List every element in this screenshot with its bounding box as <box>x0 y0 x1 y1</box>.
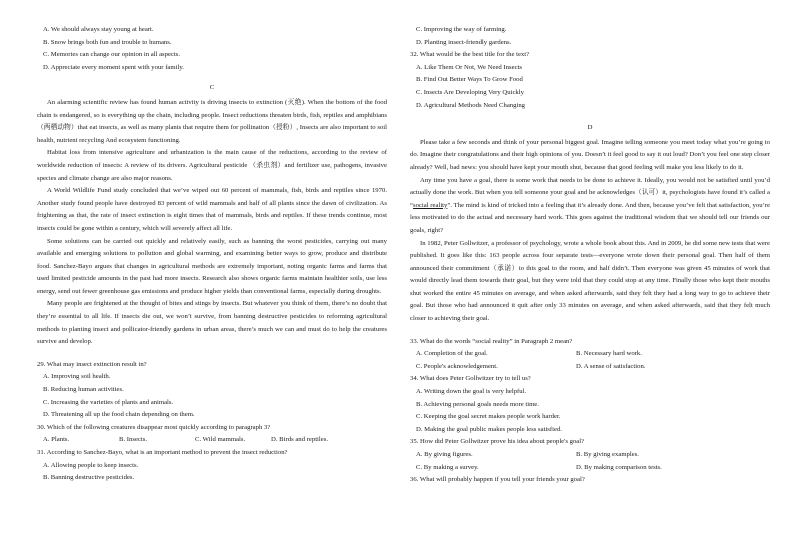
question-31-option-a: A. Allowing people to keep insects. <box>43 461 139 469</box>
question-35-stem: 35. How did Peter Gollwitzer prove his idea about people's goal? <box>410 438 585 446</box>
question-33-option-c: C. People's acknowledgement. <box>416 362 498 370</box>
prev-option-d: D. Appreciate every moment spent with your family. <box>43 63 184 71</box>
question-33-option-d: D. A sense of satisfaction. <box>576 362 646 370</box>
question-29-option-d: D. Threatening all up the food chain depending on them. <box>43 411 195 419</box>
right-column <box>410 24 770 487</box>
question-30-option-a: A. Plants. <box>43 436 70 444</box>
question-32-option-a: A. Like Them Or Not, We Need Insects <box>416 63 522 71</box>
question-36-stem: 36. What will probably happen if you tell your friends your goal? <box>410 476 585 484</box>
passage-c-paragraph-1: An alarming scientific review has found human activity is driving insects to extinction (灭绝). When the bottom of the food chain is endangered, so is everything up the chain, including people. Insect reductions threaten birds, fish, reptiles and amphibians（两栖动物）that eat insects, as well as many plants that require them for pollination（授粉）, Insects are also important to soil health, nutrient recycling And ecosystem functioning. <box>37 98 387 144</box>
social-reality-term: social reality <box>412 201 448 209</box>
passage-d-paragraph-2-start: Any time you have a goal, there is some work that needs to be done to achieve it. Ideally, you would not be satisfied until you’d actually done the work. But when you tell someone your goal and he acknowledges（认可）it, psychologists have found it’s called a “ <box>410 176 770 209</box>
question-33-option-a: A. Completion of the goal. <box>416 350 488 358</box>
question-32-stem: 32. What would be the best title for the text? <box>410 51 530 59</box>
question-29-option-b: B. Reducing human activities. <box>43 386 124 394</box>
question-33-options-ab <box>410 348 770 361</box>
passage-c-paragraph-4: Some solutions can be carried out quickly and relatively easily, such as banning the worst pesticides, carrying out many available and emerging solutions to pollution and global warming, and examining better ways to grow, produce and distribute food. Sanchez-Bayo argues that changes in agricultural methods are extremely important, noting organic farms and farms that used limited pesticide amounts in the past had more insects. Research also shows organic farms maintain healthier soils, use less energy, send out fewer greenhouse gas emissions and produce higher yields than conventional farms, especially during droughts. <box>37 237 387 295</box>
question-34-option-c: C. Keeping the goal secret makes people work harder. <box>416 413 561 421</box>
passage-c-paragraph-2: Habitat loss from intensive agriculture and urbanization is the main cause of the reductions, according to the review of worldwide reduction of insects: A review of its drivers. Agricultural pesticide （杀虫剂）and fertilizer use, pathogens, invasive species and climate change are also major reasons. <box>37 149 387 182</box>
question-33-options-cd <box>410 361 770 374</box>
section-c-title: C <box>209 84 215 92</box>
question-30-stem: 30. Which of the following creatures disappear most quickly according to paragraph 3? <box>37 423 271 431</box>
question-29-option-a: A. Improving soil health. <box>43 373 111 381</box>
passage-c-paragraph-5: Many people are frightened at the thought of bites and stings by insects. But whatever you think of them, there’s no doubt that they’re essential to all life. If insects die out, we won’t survive, from banning destructive pesticides to reforming agricultural methods to planting insect and pollicator-friendly gardens in urban areas, there’s much we can and must do to help the creatures survive and develop. <box>37 300 387 346</box>
left-column <box>37 24 387 485</box>
question-35-option-a: A. By giving figures. <box>416 451 473 458</box>
passage-d-paragraph-2-end: ”. The mind is kind of tricked into a feeling that it’s already done. And then, because you’ve felt that satisfaction, you’re less motivated to do the actual and necessary hard work. This goes against the traditional wisdom that we should tell our friends our goals, right? <box>410 201 770 234</box>
question-31-option-d: D. Planting insect-friendly gardens. <box>416 38 512 46</box>
question-30-option-b: B. Insects. <box>119 436 148 444</box>
question-30-options <box>37 434 387 447</box>
passage-d-paragraph-2 <box>410 175 770 238</box>
question-30-option-d: D. Birds and reptiles. <box>271 436 329 444</box>
question-33-option-b: B. Necessary hard work. <box>576 350 642 358</box>
question-32-option-d: D. Agricultural Methods Need Changing <box>416 101 526 109</box>
question-34-option-d: D. Making the goal public makes people less satisfied. <box>416 425 562 433</box>
section-d-title: D <box>587 124 593 132</box>
prev-option-a: A. We should always stay young at heart. <box>43 26 154 33</box>
question-29-stem: 29. What may insect extinction result in? <box>37 360 147 368</box>
passage-c-paragraph-3: A World Wildlife Fund study concluded that we’ve wiped out 60 percent of mammals, fish, birds and reptiles since 1970. Another study found people have destroyed 83 percent of wild mammals and half of all plants since the dawn of civilization. As frightening as that, the rate of insect extinction is eight times that of mammals, birds and reptiles. If these trends continue, most insects could be gone within a century, which will severely affect all life. <box>37 187 387 232</box>
question-33-stem: 33. What do the words “social reality” in Paragraph 2 mean? <box>410 337 573 345</box>
question-34-option-b: B. Achieving personal goals needs more time. <box>416 400 539 408</box>
passage-d-paragraph-1: Please take a few seconds and think of your personal biggest goal. Imagine telling someone you meet today what you’re going to do. Imagine their congratulations and their high opinions of you. Doesn’t it feel good to say it out loud? Don’t you feel one step closer already? Well, bad news: you should have kept your mouth shut, because that good feeling will make you less likely to do it. <box>410 138 770 171</box>
question-29-option-c: C. Increasing the varieties of plants and animals. <box>43 398 174 406</box>
passage-d-paragraph-3: In 1982, Peter Gollwitzer, a professor of psychology, wrote a whole book about this. And in 2009, he did some new tests that were published. It goes like this: 163 people across four separate tests—everyone wrote down their personal goal. Then half of them announced their commitment（承诺）to this goal to the room, and half didn’t. Then everyone was given 45 minutes of work that would directly lead them towards their goal, but they were told that they could stop at any time. Finally those who kept their mouths shut worked the entire 45 minutes on average, and when asked afterwards, said they felt they had a long way to go to achieve their goal. But those who had announced it quit after only 33 minutes on average, and when asked afterwards, said that they felt much closer to achieving their goal. <box>410 239 770 323</box>
question-34-option-a: A. Writing down the goal is very helpful. <box>416 388 527 396</box>
question-31-option-b: B. Banning destructive pesticides. <box>43 474 135 482</box>
question-32-option-c: C. Insects Are Developing Very Quickly <box>416 88 524 96</box>
prev-option-c: C. Memories can change our opinion in all aspects. <box>43 51 181 59</box>
question-35-option-d: D. By making comparison tests. <box>576 463 662 471</box>
question-35-options-ab <box>410 449 770 462</box>
question-35-options-cd <box>410 462 770 475</box>
question-31-option-c: C. Improving the way of farming. <box>416 26 507 33</box>
prev-option-b: B. Snow brings both fun and trouble to humans. <box>43 38 172 46</box>
question-35-option-b: B. By giving examples. <box>576 451 639 458</box>
question-32-option-b: B. Find Out Better Ways To Grow Food <box>416 76 523 84</box>
question-30-option-c: C. Wild mammals. <box>195 436 246 444</box>
question-31-stem: 31. According to Sanchez-Bayo, what is an important method to prevent the insect reduction? <box>37 449 288 456</box>
question-34-stem: 34. What does Peter Gollwitzer try to tell us? <box>410 375 531 383</box>
question-35-option-c: C. By making a survey. <box>416 463 479 471</box>
